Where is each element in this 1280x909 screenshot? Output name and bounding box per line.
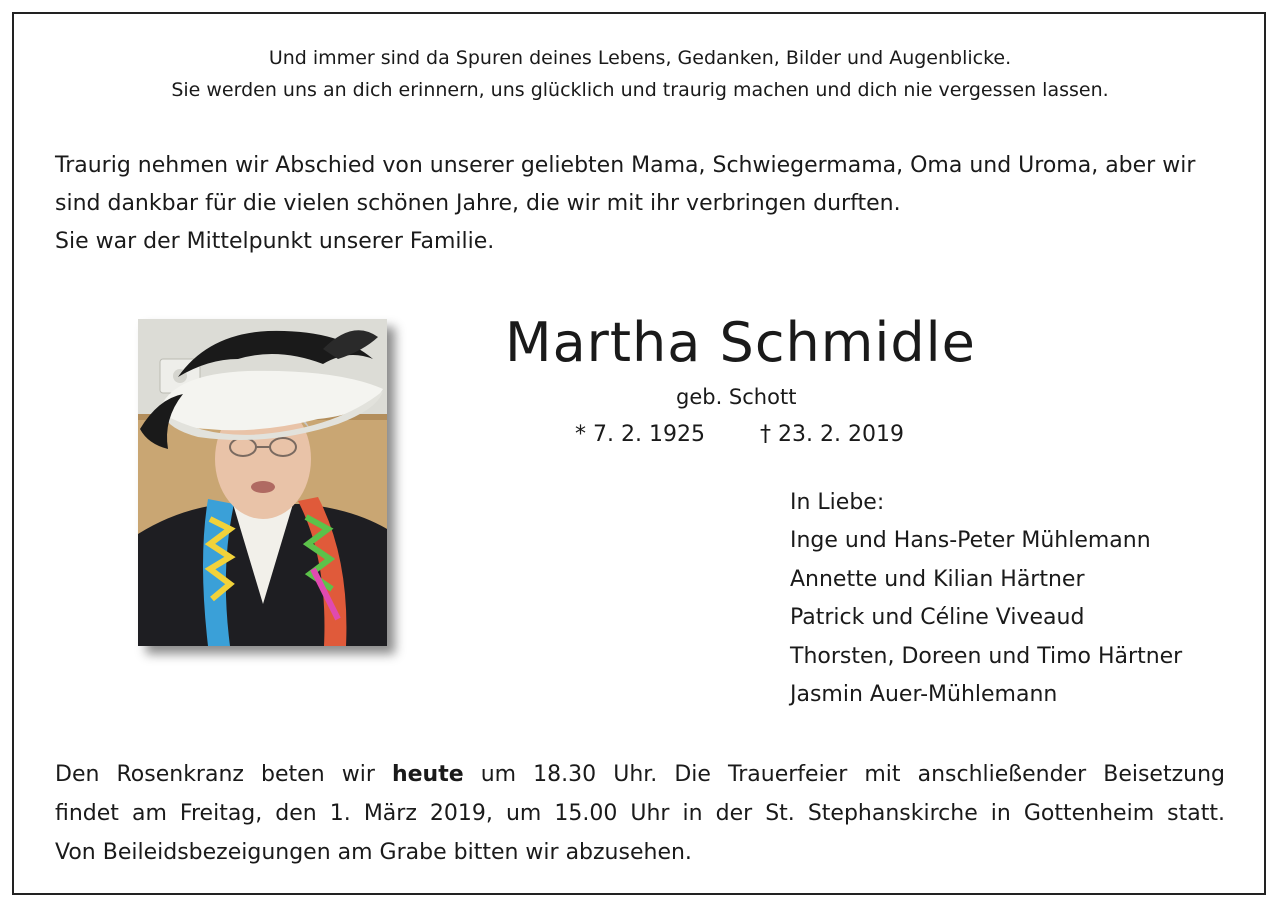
- intro-line-2: sind dankbar für die vielen schönen Jahre, die wir mit ihr verbringen durften.: [55, 191, 901, 216]
- service-line-1-end: um 18.30 Uhr. Die Trauerfeier mit anschließender Beisetzung: [480, 762, 1225, 787]
- quote-line-1: Und immer sind da Spuren deines Lebens, Gedanken, Bilder und Augenblicke.: [268, 47, 1012, 69]
- maiden-name: geb. Schott: [676, 385, 797, 409]
- service-paragraph: [55, 755, 1225, 872]
- mourner-name: Inge und Hans-Peter Mühlemann: [790, 528, 1151, 554]
- service-line-2: findet am Freitag, den 1. März 2019, um 15.00 Uhr in der St. Stephanskirche in Gottenheim statt.: [55, 801, 1225, 826]
- mourners-heading: In Liebe:: [790, 490, 885, 515]
- birth-date: * 7. 2. 1925: [575, 422, 705, 447]
- mourner-name: Patrick und Céline Viveaud: [790, 605, 1085, 631]
- mourners-list: [790, 484, 1182, 714]
- service-today-emphasis: heute: [391, 762, 464, 787]
- deceased-name: Martha Schmidle: [505, 311, 976, 374]
- quote-line-2: Sie werden uns an dich erinnern, uns glücklich und traurig machen und dich nie vergessen lassen.: [171, 79, 1109, 101]
- service-line-1-start: Den Rosenkranz beten wir: [55, 762, 375, 787]
- mourner-name: Thorsten, Doreen und Timo Härtner: [790, 643, 1183, 669]
- service-line-3: Von Beileidsbezeigungen am Grabe bitten wir abzusehen.: [55, 840, 692, 865]
- death-date: † 23. 2. 2019: [760, 422, 904, 447]
- portrait-photo: [138, 319, 387, 646]
- mourner-name: Jasmin Auer-Mühlemann: [790, 682, 1058, 708]
- mourner-name: Annette und Kilian Härtner: [790, 566, 1085, 592]
- intro-line-1: Traurig nehmen wir Abschied von unserer geliebten Mama, Schwiegermama, Oma und Uroma, aber wir: [55, 153, 1196, 178]
- intro-paragraph: [55, 147, 1230, 261]
- service-line-1: [55, 755, 1225, 794]
- intro-line-3: Sie war der Mittelpunkt unserer Familie.: [55, 229, 495, 254]
